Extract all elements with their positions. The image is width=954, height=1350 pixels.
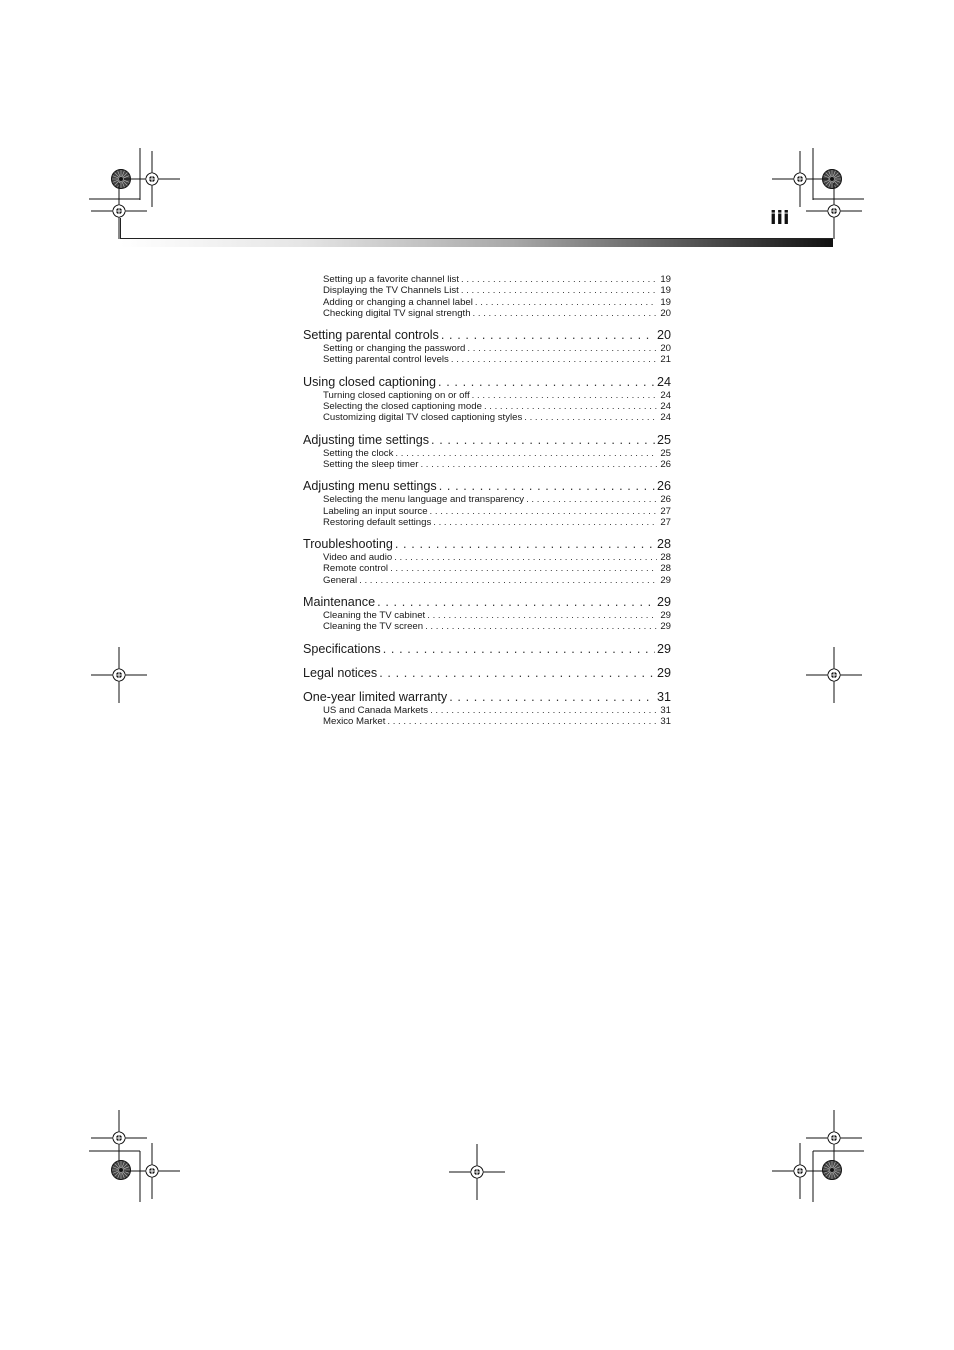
toc-section-entry[interactable] <box>303 716 671 727</box>
toc-entry-page: 19 <box>660 285 671 297</box>
toc-entry-title: Turning closed captioning on or off <box>323 389 470 401</box>
toc-dot-leader <box>425 621 657 632</box>
toc-dot-leader <box>472 390 657 401</box>
toc-chapter-entry[interactable] <box>303 479 671 494</box>
toc-dot-leader <box>475 297 657 308</box>
toc-dot-leader <box>524 412 657 423</box>
toc-dot-leader <box>461 285 657 296</box>
toc-entry-title: One-year limited warranty <box>303 689 448 704</box>
toc-section-entry[interactable] <box>303 448 671 459</box>
toc-entry-page: 26 <box>660 458 671 470</box>
toc-entry-page: 19 <box>660 274 671 285</box>
toc-entry-page: 28 <box>660 563 671 575</box>
toc-entry-page: 25 <box>656 432 671 447</box>
header-rule <box>120 238 833 239</box>
toc-entry-page: 29 <box>660 621 671 633</box>
toc-section-entry[interactable] <box>303 412 671 423</box>
page-number: iii <box>770 207 790 229</box>
toc-entry-page: 20 <box>660 307 671 319</box>
toc-entry-title: Adjusting time settings <box>303 432 429 447</box>
toc-dot-leader <box>449 690 655 705</box>
toc-entry-title: Setting the clock <box>323 447 394 459</box>
toc-section-entry[interactable] <box>303 506 671 517</box>
toc-entry-page: 20 <box>656 328 671 343</box>
toc-dot-leader <box>395 537 655 552</box>
toc-section-entry[interactable] <box>303 563 671 574</box>
toc-entry-page: 28 <box>656 537 671 552</box>
toc-entry-title: Setting up a favorite channel list <box>323 274 459 285</box>
toc-entry-title: Remote control <box>323 563 389 575</box>
toc-section-entry[interactable] <box>303 401 671 412</box>
toc-section-entry[interactable] <box>303 459 671 470</box>
toc-section-entry[interactable] <box>303 297 671 308</box>
toc-entry-page: 27 <box>660 516 671 528</box>
toc-dot-leader <box>420 459 657 470</box>
toc-dot-leader <box>461 274 657 285</box>
toc-entry-page: 29 <box>656 665 671 680</box>
table-of-contents <box>303 274 671 727</box>
toc-entry-title: Checking digital TV signal strength <box>323 307 471 319</box>
toc-section-entry[interactable] <box>303 390 671 401</box>
toc-dot-leader <box>387 716 657 727</box>
toc-dot-leader <box>377 595 655 610</box>
toc-dot-leader <box>467 343 657 354</box>
toc-entry-title: Specifications <box>303 641 381 656</box>
toc-entry-title: Adjusting menu settings <box>303 479 437 494</box>
toc-section-entry[interactable] <box>303 610 671 621</box>
toc-entry-title: Selecting the closed captioning mode <box>323 401 482 413</box>
toc-entry-page: 28 <box>660 552 671 564</box>
toc-chapter-entry[interactable] <box>303 375 671 390</box>
toc-entry-page: 25 <box>660 447 671 459</box>
toc-dot-leader <box>394 552 657 563</box>
toc-section-entry[interactable] <box>303 552 671 563</box>
toc-section-entry[interactable] <box>303 308 671 319</box>
toc-dot-leader <box>431 433 655 448</box>
toc-dot-leader <box>430 506 657 517</box>
toc-section-entry[interactable] <box>303 274 671 285</box>
toc-dot-leader <box>438 375 655 390</box>
toc-section-entry[interactable] <box>303 621 671 632</box>
toc-entry-page: 31 <box>660 715 671 727</box>
toc-entry-title: Adding or changing a channel label <box>323 296 473 308</box>
toc-chapter-entry[interactable] <box>303 328 671 343</box>
toc-entry-page: 27 <box>660 505 671 517</box>
toc-dot-leader <box>359 575 657 586</box>
toc-entry-title: US and Canada Markets <box>323 704 429 716</box>
toc-entry-title: Setting parental control levels <box>323 354 449 366</box>
toc-entry-page: 29 <box>660 574 671 586</box>
toc-dot-leader <box>379 666 655 681</box>
toc-entry-title: Cleaning the TV cabinet <box>323 610 426 622</box>
toc-dot-leader <box>439 479 655 494</box>
toc-dot-leader <box>484 401 657 412</box>
toc-chapter-entry[interactable] <box>303 595 671 610</box>
toc-entry-page: 26 <box>656 479 671 494</box>
toc-section-entry[interactable] <box>303 285 671 296</box>
toc-entry-title: Troubleshooting <box>303 537 393 552</box>
toc-dot-leader <box>383 642 655 657</box>
toc-entry-page: 31 <box>660 704 671 716</box>
toc-entry-title: Mexico Market <box>323 715 386 727</box>
toc-entry-title: Customizing digital TV closed captioning styles <box>323 412 523 424</box>
toc-dot-leader <box>430 705 657 716</box>
toc-entry-title: Setting parental controls <box>303 328 439 343</box>
toc-entry-page: 20 <box>660 343 671 355</box>
toc-entry-page: 24 <box>660 389 671 401</box>
toc-entry-title: Legal notices <box>303 665 378 680</box>
toc-entry-title: Labeling an input source <box>323 505 428 517</box>
toc-chapter-entry[interactable] <box>303 537 671 552</box>
header-left-tick <box>120 218 121 240</box>
toc-chapter-entry[interactable] <box>303 666 671 681</box>
toc-entry-title: Cleaning the TV screen <box>323 621 424 633</box>
header-gradient-bar <box>120 238 833 247</box>
toc-entry-page: 31 <box>656 689 671 704</box>
toc-entry-title: Setting the sleep timer <box>323 458 419 470</box>
toc-entry-title: Displaying the TV Channels List <box>323 285 459 297</box>
toc-entry-title: Setting or changing the password <box>323 343 466 355</box>
toc-dot-leader <box>441 328 655 343</box>
toc-section-entry[interactable] <box>303 354 671 365</box>
toc-chapter-entry[interactable] <box>303 690 671 705</box>
toc-entry-title: General <box>323 574 358 586</box>
toc-entry-page: 26 <box>660 494 671 506</box>
toc-dot-leader <box>433 517 657 528</box>
toc-entry-page: 29 <box>660 610 671 622</box>
toc-entry-page: 29 <box>656 595 671 610</box>
toc-entry-page: 29 <box>656 641 671 656</box>
toc-section-entry[interactable] <box>303 575 671 586</box>
toc-entry-title: Restoring default settings <box>323 516 432 528</box>
toc-entry-title: Using closed captioning <box>303 374 437 389</box>
toc-dot-leader <box>473 308 657 319</box>
toc-chapter-entry[interactable] <box>303 433 671 448</box>
toc-entry-page: 19 <box>660 296 671 308</box>
toc-section-entry[interactable] <box>303 494 671 505</box>
toc-dot-leader <box>390 563 657 574</box>
toc-dot-leader <box>427 610 657 621</box>
toc-dot-leader <box>526 494 657 505</box>
toc-entry-page: 21 <box>660 354 671 366</box>
toc-entry-page: 24 <box>660 412 671 424</box>
toc-section-entry[interactable] <box>303 517 671 528</box>
toc-entry-title: Maintenance <box>303 595 376 610</box>
toc-section-entry[interactable] <box>303 343 671 354</box>
toc-section-entry[interactable] <box>303 705 671 716</box>
toc-entry-title: Video and audio <box>323 552 393 564</box>
toc-entry-page: 24 <box>660 401 671 413</box>
toc-chapter-entry[interactable] <box>303 642 671 657</box>
toc-dot-leader <box>395 448 657 459</box>
toc-entry-page: 24 <box>656 374 671 389</box>
toc-dot-leader <box>451 354 657 365</box>
toc-entry-title: Selecting the menu language and transparency <box>323 494 525 506</box>
